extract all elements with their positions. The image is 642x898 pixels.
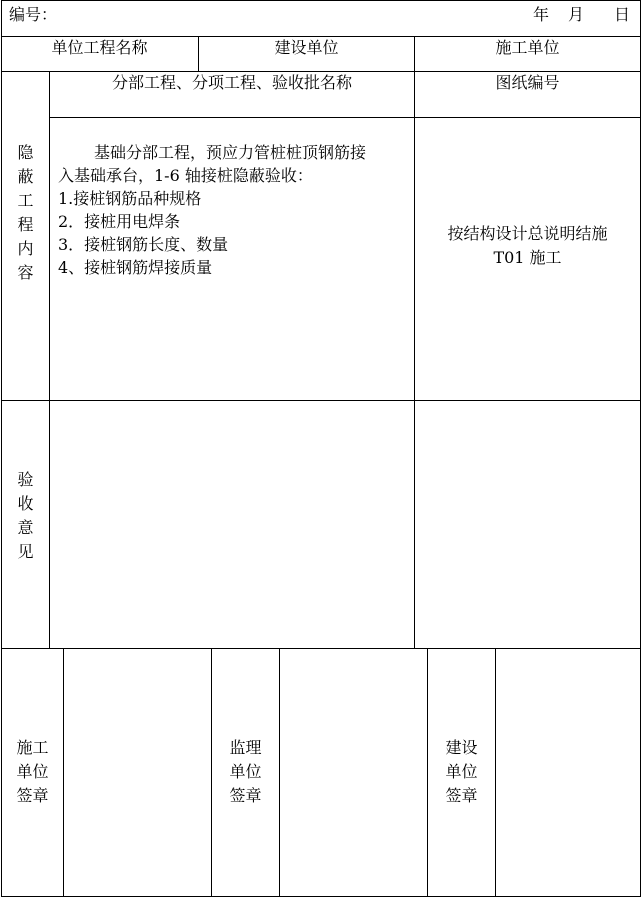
project-name-label: 单位工程名称 <box>51 38 148 57</box>
sig-divider-5 <box>495 648 496 896</box>
builder-unit-label: 施工单位 <box>495 38 560 57</box>
label-char: 验 <box>17 470 34 489</box>
row1-top-line <box>1 36 641 37</box>
section-name-label: 分部工程、分项工程、验收批名称 <box>111 73 352 92</box>
content-line-3: 1.接桩钢筋品种规格 <box>58 189 202 208</box>
acceptance-label <box>2 468 49 564</box>
label-char: 蔽 <box>17 167 34 186</box>
date-month: 月 <box>568 5 585 24</box>
seal-line: 单位 <box>445 762 478 781</box>
drawing-no-line-2: T01 施工 <box>493 248 562 267</box>
seal-line: 建设 <box>445 738 478 757</box>
content-line-5: 3．接桩钢筋长度、数量 <box>58 235 229 254</box>
label-char: 内 <box>17 239 34 258</box>
border-top <box>1 0 641 1</box>
seal-line: 单位 <box>229 762 262 781</box>
hidden-work-label <box>2 141 49 285</box>
drawing-no-line-1: 按结构设计总说明结施 <box>447 224 608 243</box>
hidden-bottom-line <box>1 400 641 401</box>
construction-unit-label: 建设单位 <box>274 38 339 57</box>
label-char: 见 <box>17 542 34 561</box>
seal-line: 签章 <box>445 786 478 805</box>
owner-seal-label <box>428 736 495 808</box>
main-divider <box>414 36 415 648</box>
seal-line: 签章 <box>229 786 262 805</box>
label-char: 隐 <box>17 143 34 162</box>
content-line-2: 入基础承台，1-6 轴接桩隐蔽验收： <box>58 166 313 185</box>
row2-bottom-line <box>49 117 641 118</box>
row1-bottom-line <box>1 71 641 72</box>
date-day: 日 <box>614 5 631 24</box>
label-char: 意 <box>17 518 34 537</box>
serial-label: 编号： <box>9 5 58 24</box>
content-line-6: 4、接桩钢筋焊接质量 <box>58 258 213 277</box>
supervisor-seal-label <box>212 736 279 808</box>
sig-divider-1 <box>63 648 64 896</box>
seal-line: 施工 <box>16 738 49 757</box>
seal-line: 监理 <box>229 738 262 757</box>
date-year: 年 <box>533 5 550 24</box>
label-column-divider <box>49 71 50 648</box>
seal-line: 签章 <box>16 786 49 805</box>
sig-divider-3 <box>279 648 280 896</box>
label-char: 工 <box>17 191 34 210</box>
border-bottom <box>1 896 641 897</box>
drawing-no-label: 图纸编号 <box>495 73 560 92</box>
seal-line: 单位 <box>16 762 49 781</box>
label-char: 程 <box>17 215 34 234</box>
border-right <box>640 0 641 897</box>
acceptance-bottom-line <box>1 648 641 649</box>
builder-seal-label <box>2 736 63 808</box>
label-char: 收 <box>17 494 34 513</box>
content-line-4: 2．接桩用电焊条 <box>58 212 181 231</box>
content-line-1: 基础分部工程，预应力管桩桩顶钢筋接 <box>94 143 367 162</box>
label-char: 容 <box>17 263 34 282</box>
